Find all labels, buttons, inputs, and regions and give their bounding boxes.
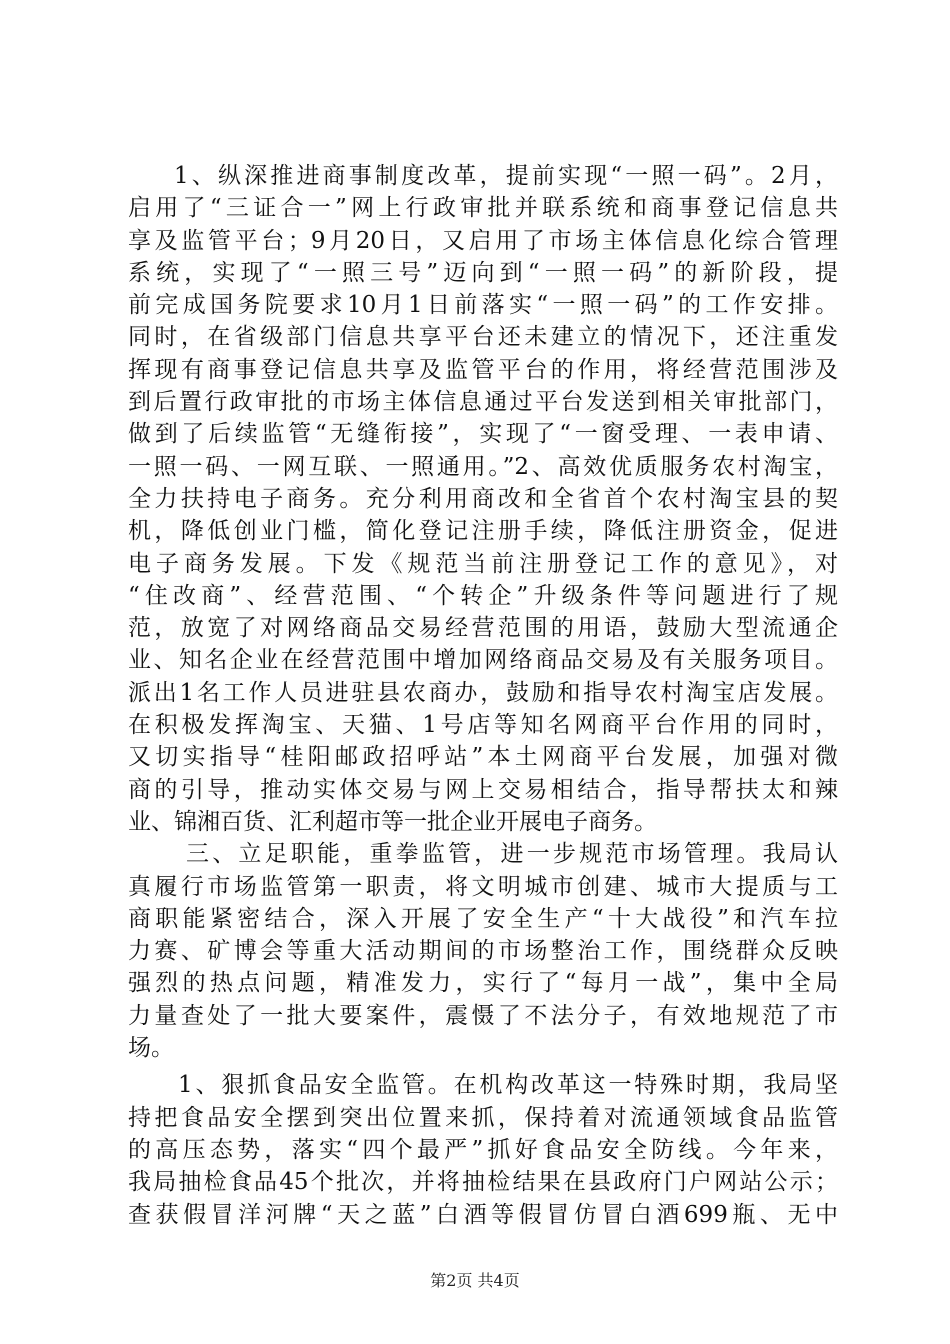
text-line: 机，降低创业门槛，简化登记注册手续，降低注册资金，促进 xyxy=(128,518,838,545)
text-line: 一照一码、一网互联、一照通用。”2、高效优质服务农村淘宝， xyxy=(128,453,838,480)
text-line: “住改商”、经营范围、“个转企”升级条件等问题进行了规 xyxy=(128,582,838,609)
text-line: 全力扶持电子商务。充分利用商改和全省首个农村淘宝县的契 xyxy=(128,485,838,512)
text-line: 场。 xyxy=(128,1035,174,1062)
text-line: 持把食品安全摆到突出位置来抓，保持着对流通领域食品监管 xyxy=(128,1104,838,1131)
text-line: 力赛、矿博会等重大活动期间的市场整治工作，围绕群众反映 xyxy=(128,938,838,965)
page-number-footer: 第2页 共4页 xyxy=(430,1271,520,1290)
document-body xyxy=(128,160,838,1231)
text-line: 范，放宽了对网络商品交易经营范围的用语，鼓励大型流通企 xyxy=(128,615,838,642)
text-line: 1、狠抓食品安全监管。在机构改革这一特殊时期，我局坚 xyxy=(178,1072,838,1099)
text-line: 到后置行政审批的市场主体信息通过平台发送到相关审批部门， xyxy=(128,389,838,416)
text-line: 在积极发挥淘宝、天猫、1号店等知名网商平台作用的同时， xyxy=(128,712,838,739)
text-line: 又切实指导“桂阳邮政招呼站”本土网商平台发展，加强对微 xyxy=(128,744,838,771)
text-line: 商职能紧密结合，深入开展了安全生产“十大战役”和汽车拉 xyxy=(128,905,838,932)
text-line: 前完成国务院要求10月1日前落实“一照一码”的工作安排。 xyxy=(128,292,838,319)
text-line: 启用了“三证合一”网上行政审批并联系统和商事登记信息共 xyxy=(128,195,838,222)
text-line: 做到了后续监管“无缝衔接”，实现了“一窗受理、一表申请、 xyxy=(128,421,838,448)
text-line: 1、纵深推进商事制度改革，提前实现“一照一码”。2月， xyxy=(174,163,838,189)
text-line: 电子商务发展。下发《规范当前注册登记工作的意见》，对 xyxy=(128,550,838,577)
text-line: 业、锦湘百货、汇利超市等一批企业开展电子商务。 xyxy=(128,808,657,835)
text-line: 的高压态势，落实“四个最严”抓好食品安全防线。今年来， xyxy=(128,1136,838,1163)
text-line: 业、知名企业在经营范围中增加网络商品交易及有关服务项目。 xyxy=(128,647,838,674)
text-line: 同时，在省级部门信息共享平台还未建立的情况下，还注重发 xyxy=(128,324,838,351)
text-line: 商的引导，推动实体交易与网上交易相结合，指导帮扶太和辣 xyxy=(128,776,838,803)
text-line: 真履行市场监管第一职责，将文明城市创建、城市大提质与工 xyxy=(128,873,838,900)
text-line: 力量查处了一批大要案件，震慑了不法分子，有效地规范了市 xyxy=(128,1002,838,1029)
text-line: 挥现有商事登记信息共享及监管平台的作用，将经营范围涉及 xyxy=(128,356,838,383)
paragraph-2 xyxy=(128,838,838,1064)
text-line: 三、立足职能，重拳监管，进一步规范市场管理。我局认 xyxy=(186,841,838,868)
text-line: 我局抽检食品45个批次，并将抽检结果在县政府门户网站公示； xyxy=(128,1169,838,1196)
text-line: 享及监管平台；9月20日，又启用了市场主体信息化综合管理 xyxy=(128,227,838,254)
text-line: 系统，实现了“一照三号”迈向到“一照一码”的新阶段，提 xyxy=(128,259,838,286)
text-line: 强烈的热点问题，精准发力，实行了“每月一战”，集中全局 xyxy=(128,970,838,997)
text-line: 派出1名工作人员进驻县农商办，鼓励和指导农村淘宝店发展。 xyxy=(128,679,838,706)
text-line: 查获假冒洋河牌“天之蓝”白酒等假冒仿冒白酒699瓶、无中 xyxy=(128,1201,838,1228)
paragraph-1 xyxy=(128,160,838,838)
paragraph-3 xyxy=(128,1069,838,1230)
